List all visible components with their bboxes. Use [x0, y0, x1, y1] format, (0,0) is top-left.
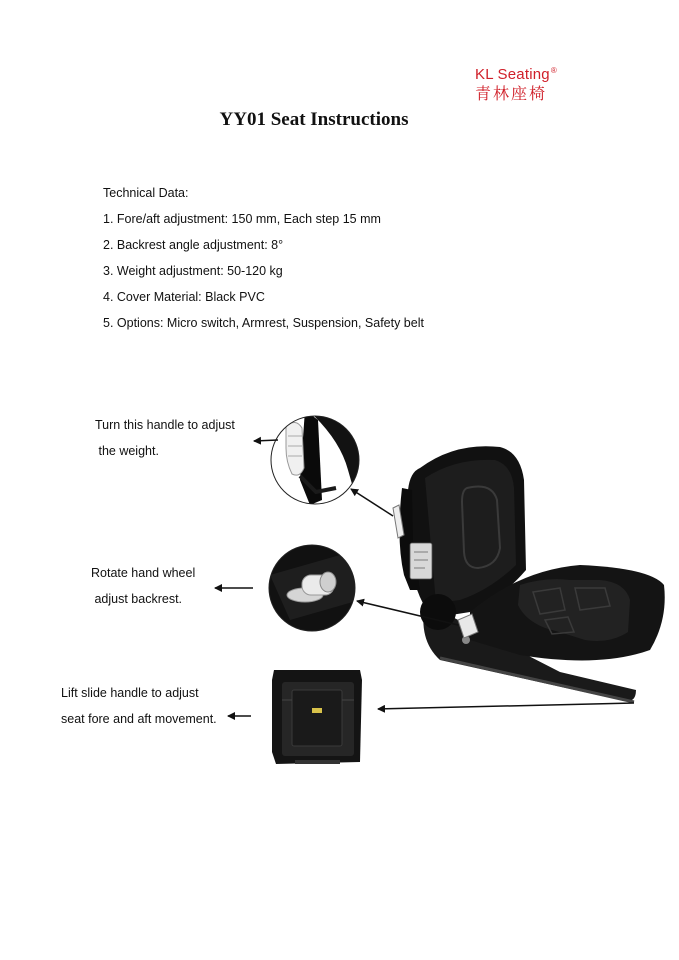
spec-item: 1. Fore/aft adjustment: 150 mm, Each step 15 mm: [103, 212, 381, 226]
brand-name-en: KL Seating: [475, 66, 550, 83]
technical-heading: Technical Data:: [103, 186, 189, 200]
spec-item: 3. Weight adjustment: 50-120 kg: [103, 264, 283, 278]
brand-name-cn: 青林座椅: [475, 84, 548, 103]
callout-backrest-line1: Rotate hand wheel: [91, 566, 196, 580]
spec-item: 5. Options: Micro switch, Armrest, Suspension, Safety belt: [103, 316, 424, 330]
weight-handle-zoom: [260, 410, 380, 520]
hand-wheel-zoom: [262, 540, 362, 640]
callout-slide-line1: Lift slide handle to adjust: [61, 686, 199, 700]
slide-rail-image: [272, 670, 362, 764]
registered-mark: ®: [550, 66, 557, 75]
callout-weight-line2: the weight.: [95, 444, 159, 458]
spec-item: 4. Cover Material: Black PVC: [103, 290, 265, 304]
callout-weight-line1: Turn this handle to adjust: [95, 418, 235, 432]
page-title: YY01 Seat Instructions: [219, 109, 409, 130]
callout-backrest-line2: adjust backrest.: [91, 592, 183, 606]
callout-slide-line2: seat fore and aft movement.: [61, 712, 217, 726]
seat-image: [393, 446, 665, 702]
spec-item: 2. Backrest angle adjustment: 8°: [103, 238, 284, 252]
